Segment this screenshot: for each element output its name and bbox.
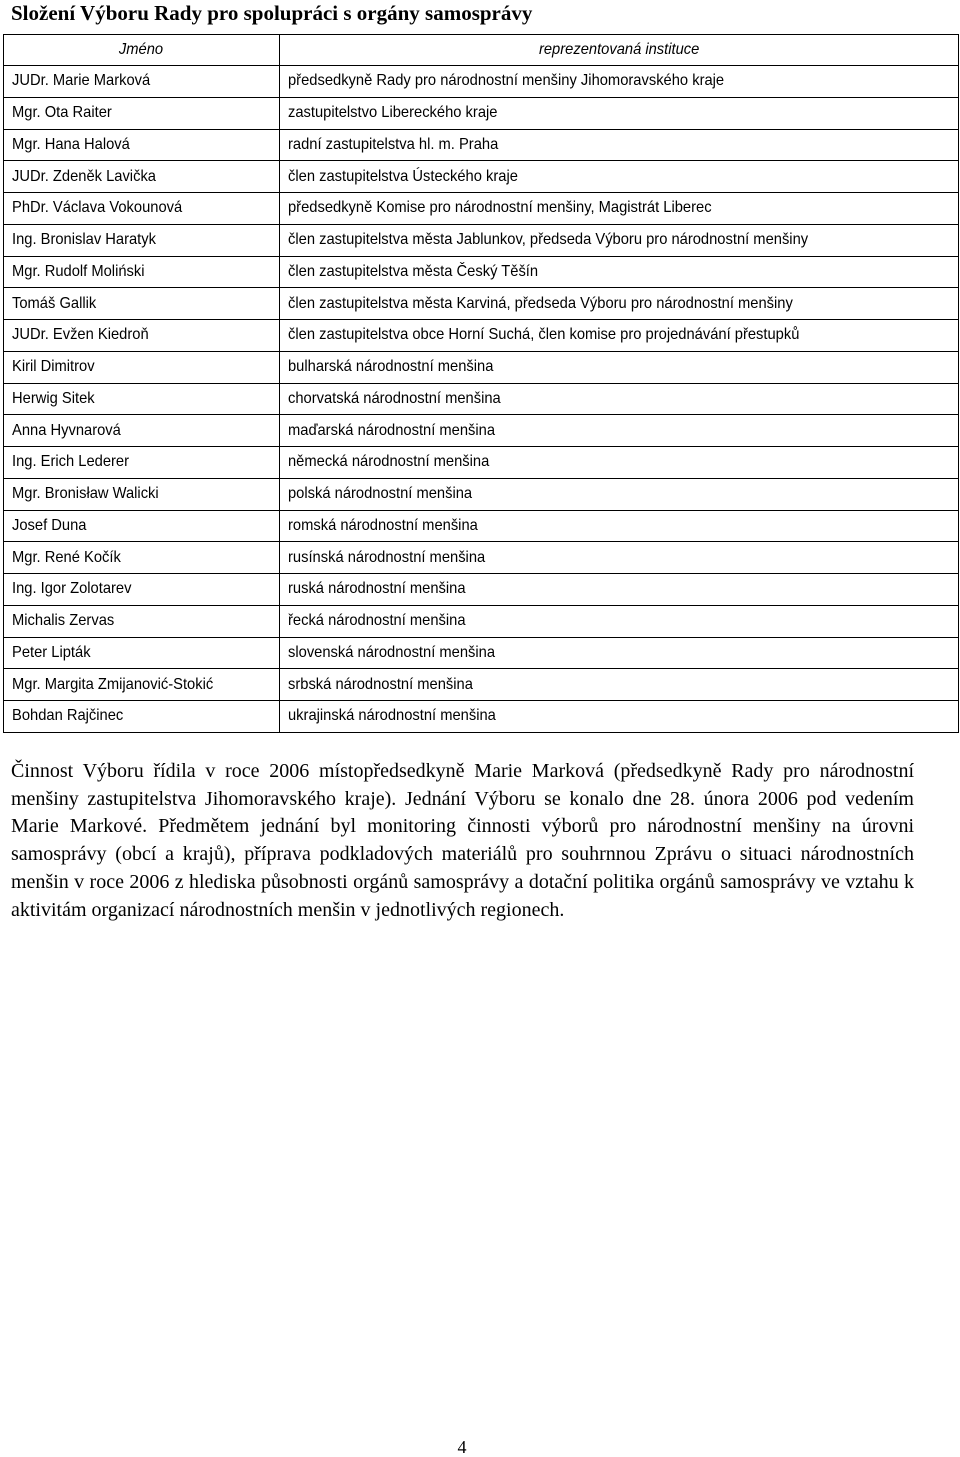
institution-cell: německá národnostní menšina	[280, 447, 959, 479]
institution-cell: srbská národnostní menšina	[280, 669, 959, 701]
member-name-cell: Ing. Erich Lederer	[4, 447, 280, 479]
member-name-cell: JUDr. Zdeněk Lavička	[4, 161, 280, 193]
member-name-cell: JUDr. Marie Marková	[4, 66, 280, 98]
member-name-cell: Kiril Dimitrov	[4, 351, 280, 383]
page-title: Složení Výboru Rady pro spolupráci s orgány samosprávy	[11, 1, 533, 25]
member-name-cell: Mgr. Bronisław Walicki	[4, 478, 280, 510]
institution-cell: bulharská národnostní menšina	[280, 351, 959, 383]
member-name-cell: Mgr. Margita Zmijanović-Stokić	[4, 669, 280, 701]
table-row	[4, 351, 959, 383]
table-row	[4, 605, 959, 637]
table-header-row	[4, 35, 959, 66]
column-header-institution: reprezentovaná instituce	[280, 35, 959, 66]
member-name-cell: JUDr. Evžen Kiedroň	[4, 320, 280, 352]
table-row	[4, 66, 959, 98]
member-name-cell: Ing. Bronislav Haratyk	[4, 224, 280, 256]
institution-cell: maďarská národnostní menšina	[280, 415, 959, 447]
institution-cell: chorvatská národnostní menšina	[280, 383, 959, 415]
table-row	[4, 97, 959, 129]
table-row	[4, 320, 959, 352]
institution-cell: předsedkyně Rady pro národnostní menšiny Jihomoravského kraje	[280, 66, 959, 98]
member-name-cell: PhDr. Václava Vokounová	[4, 193, 280, 225]
institution-cell: polská národnostní menšina	[280, 478, 959, 510]
table-row	[4, 383, 959, 415]
member-name-cell: Anna Hyvnarová	[4, 415, 280, 447]
table-row	[4, 288, 959, 320]
table-row	[4, 637, 959, 669]
member-name-cell: Mgr. Hana Halová	[4, 129, 280, 161]
table-row	[4, 193, 959, 225]
institution-cell: ruská národnostní menšina	[280, 574, 959, 606]
table-row	[4, 161, 959, 193]
member-name-cell: Peter Lipták	[4, 637, 280, 669]
member-name-cell: Mgr. René Kočík	[4, 542, 280, 574]
table-row	[4, 701, 959, 733]
institution-cell: rusínská národnostní menšina	[280, 542, 959, 574]
institution-cell: slovenská národnostní menšina	[280, 637, 959, 669]
activity-paragraph: Činnost Výboru řídila v roce 2006 místopředsedkyně Marie Marková (předsedkyně Rady pro národnostní menšiny zastupitelstva Jihomoravského kraje). Jednání Výboru se konalo dne 28. února 2006 pod vedením Marie Markové. Předmětem jednání byl monitoring činnosti výborů pro národnostní menšiny na úrovni samosprávy (obcí a krajů), příprava podkladových materiálů pro souhrnnou Zprávu o situaci národnostních menšin v roce 2006 z hlediska působnosti orgánů samosprávy a dotační politika orgánů samosprávy ve vztahu k aktivitám organizací národnostních menšin v jednotlivých regionech.	[11, 760, 914, 921]
table-row	[4, 256, 959, 288]
table-body	[4, 66, 959, 733]
table-row	[4, 415, 959, 447]
member-name-cell: Ing. Igor Zolotarev	[4, 574, 280, 606]
table-row	[4, 542, 959, 574]
institution-cell: předsedkyně Komise pro národnostní menšiny, Magistrát Liberec	[280, 193, 959, 225]
member-name-cell: Bohdan Rajčinec	[4, 701, 280, 733]
member-name-cell: Josef Duna	[4, 510, 280, 542]
institution-cell: člen zastupitelstva města Český Těšín	[280, 256, 959, 288]
institution-cell: radní zastupitelstva hl. m. Praha	[280, 129, 959, 161]
member-name-cell: Tomáš Gallik	[4, 288, 280, 320]
institution-cell: člen zastupitelstva obce Horní Suchá, člen komise pro projednávání přestupků	[280, 320, 959, 352]
table-row	[4, 478, 959, 510]
table-row	[4, 510, 959, 542]
table-row	[4, 224, 959, 256]
institution-cell: zastupitelstvo Libereckého kraje	[280, 97, 959, 129]
member-name-cell: Mgr. Rudolf Moliński	[4, 256, 280, 288]
institution-cell: řecká národnostní menšina	[280, 605, 959, 637]
institution-cell: romská národnostní menšina	[280, 510, 959, 542]
institution-cell: člen zastupitelstva Ústeckého kraje	[280, 161, 959, 193]
page-number: 4	[457, 1437, 467, 1457]
table-row	[4, 447, 959, 479]
column-header-name: Jméno	[4, 35, 280, 66]
institution-cell: člen zastupitelstva města Jablunkov, předseda Výboru pro národnostní menšiny	[280, 224, 959, 256]
institution-cell: ukrajinská národnostní menšina	[280, 701, 959, 733]
committee-table	[3, 34, 959, 733]
table-row	[4, 669, 959, 701]
table-row	[4, 129, 959, 161]
member-name-cell: Mgr. Ota Raiter	[4, 97, 280, 129]
member-name-cell: Michalis Zervas	[4, 605, 280, 637]
member-name-cell: Herwig Sitek	[4, 383, 280, 415]
table-row	[4, 574, 959, 606]
institution-cell: člen zastupitelstva města Karviná, předseda Výboru pro národnostní menšiny	[280, 288, 959, 320]
